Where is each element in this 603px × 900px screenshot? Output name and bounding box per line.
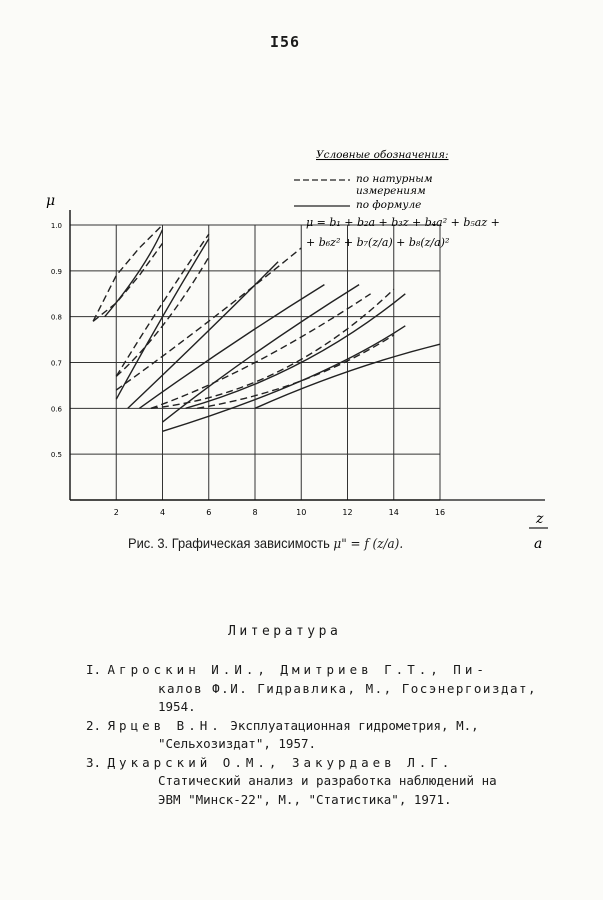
reference-authors: Ярцев В.Н. <box>107 717 223 733</box>
y-tick-label: 0.9 <box>50 267 62 276</box>
page-number: I56 <box>270 33 301 51</box>
x-tick-label: 16 <box>434 508 446 517</box>
x-tick-label: 4 <box>159 508 166 517</box>
measured-curve-loop-1-upper <box>93 225 162 321</box>
reference-continuation: "Сельхозиздат", 1957. <box>158 736 317 751</box>
legend-formula-line-2: + b₆z² + b₇(z/a) + b₈(z/a)² <box>306 236 450 249</box>
references-list <box>86 661 556 809</box>
caption-text: Рис. 3. Графическая зависимость <box>128 535 330 551</box>
legend-measured-label-1: по натурным <box>356 173 433 185</box>
figure-caption <box>128 535 403 552</box>
reference-item: I. Агроскин И.И., Дмитриев Г.Т., Пи- калов Ф.И. Гидравлика, М., Госэнергоиздат, 1954. <box>86 661 556 717</box>
y-tick-label: 1.0 <box>50 222 62 230</box>
x-axis-label-numerator: z <box>536 511 544 527</box>
measured-curve-curve-6 <box>197 335 394 408</box>
y-tick-label: 0.7 <box>50 359 62 368</box>
chart-curves <box>93 225 440 431</box>
legend-formula-label: по формуле <box>356 199 422 211</box>
reference-authors: Дукарский О.М., Закурдаев Л.Г. <box>107 754 454 770</box>
y-tick-label: 0.5 <box>50 451 62 460</box>
x-axis-label <box>529 511 548 552</box>
references-heading: Литература <box>228 624 342 639</box>
legend-measured-label-2: измерениям <box>356 185 426 197</box>
reference-continuation: калов Ф.И. Гидравлика, М., Госэнергоиздат, <box>158 680 538 696</box>
reference-continuation: 1954. <box>158 699 196 714</box>
chart-legend <box>294 149 500 249</box>
measured-curve-loop-1-lower <box>93 243 162 321</box>
x-tick-label: 12 <box>342 508 353 517</box>
measured-curve-curve-4 <box>151 294 371 409</box>
reference-item: 2. Ярцев В.Н. Эксплуатационная гидрометрия, М., "Сельхозиздат", 1957. <box>86 717 556 754</box>
x-tick-label: 14 <box>388 508 399 517</box>
formula-curve-f-1 <box>105 230 163 317</box>
x-axis-label-denominator: a <box>534 536 543 552</box>
y-tick-label: 0.6 <box>50 405 62 414</box>
x-tick-label: 2 <box>113 508 119 517</box>
legend-formula-line-1: μ = b₁ + b₂a + b₃z + b₄a² + b₅az + <box>306 216 500 229</box>
x-tick-label: 8 <box>252 508 258 517</box>
y-axis-label: μ <box>46 193 56 209</box>
caption-formula: μ" = f (z/a). <box>333 537 404 552</box>
formula-curve-f-3 <box>128 262 278 409</box>
reference-title: Эксплуатационная гидрометрия, М., <box>230 717 479 733</box>
x-tick-label: 10 <box>296 508 307 517</box>
y-tick-label: 0.8 <box>50 313 62 322</box>
reference-continuation: Статический анализ и разработка наблюдений на <box>158 773 497 788</box>
reference-authors: Агроскин И.И., Дмитриев Г.Т., Пи- <box>107 662 488 677</box>
legend-title: Условные обозначения: <box>316 149 449 161</box>
reference-continuation: ЭВМ "Минск-22", М., "Статистика", 1971. <box>158 791 452 807</box>
chart-ticks <box>51 222 445 517</box>
x-tick-label: 6 <box>206 508 212 517</box>
reference-item: 3. Дукарский О.М., Закурдаев Л.Г. Статический анализ и разработка наблюдений на ЭВМ "Минск-22", М., "Статистика", 1971. <box>86 754 556 810</box>
formula-curve-f-6 <box>163 326 406 432</box>
formula-curve-f-4 <box>163 285 360 423</box>
